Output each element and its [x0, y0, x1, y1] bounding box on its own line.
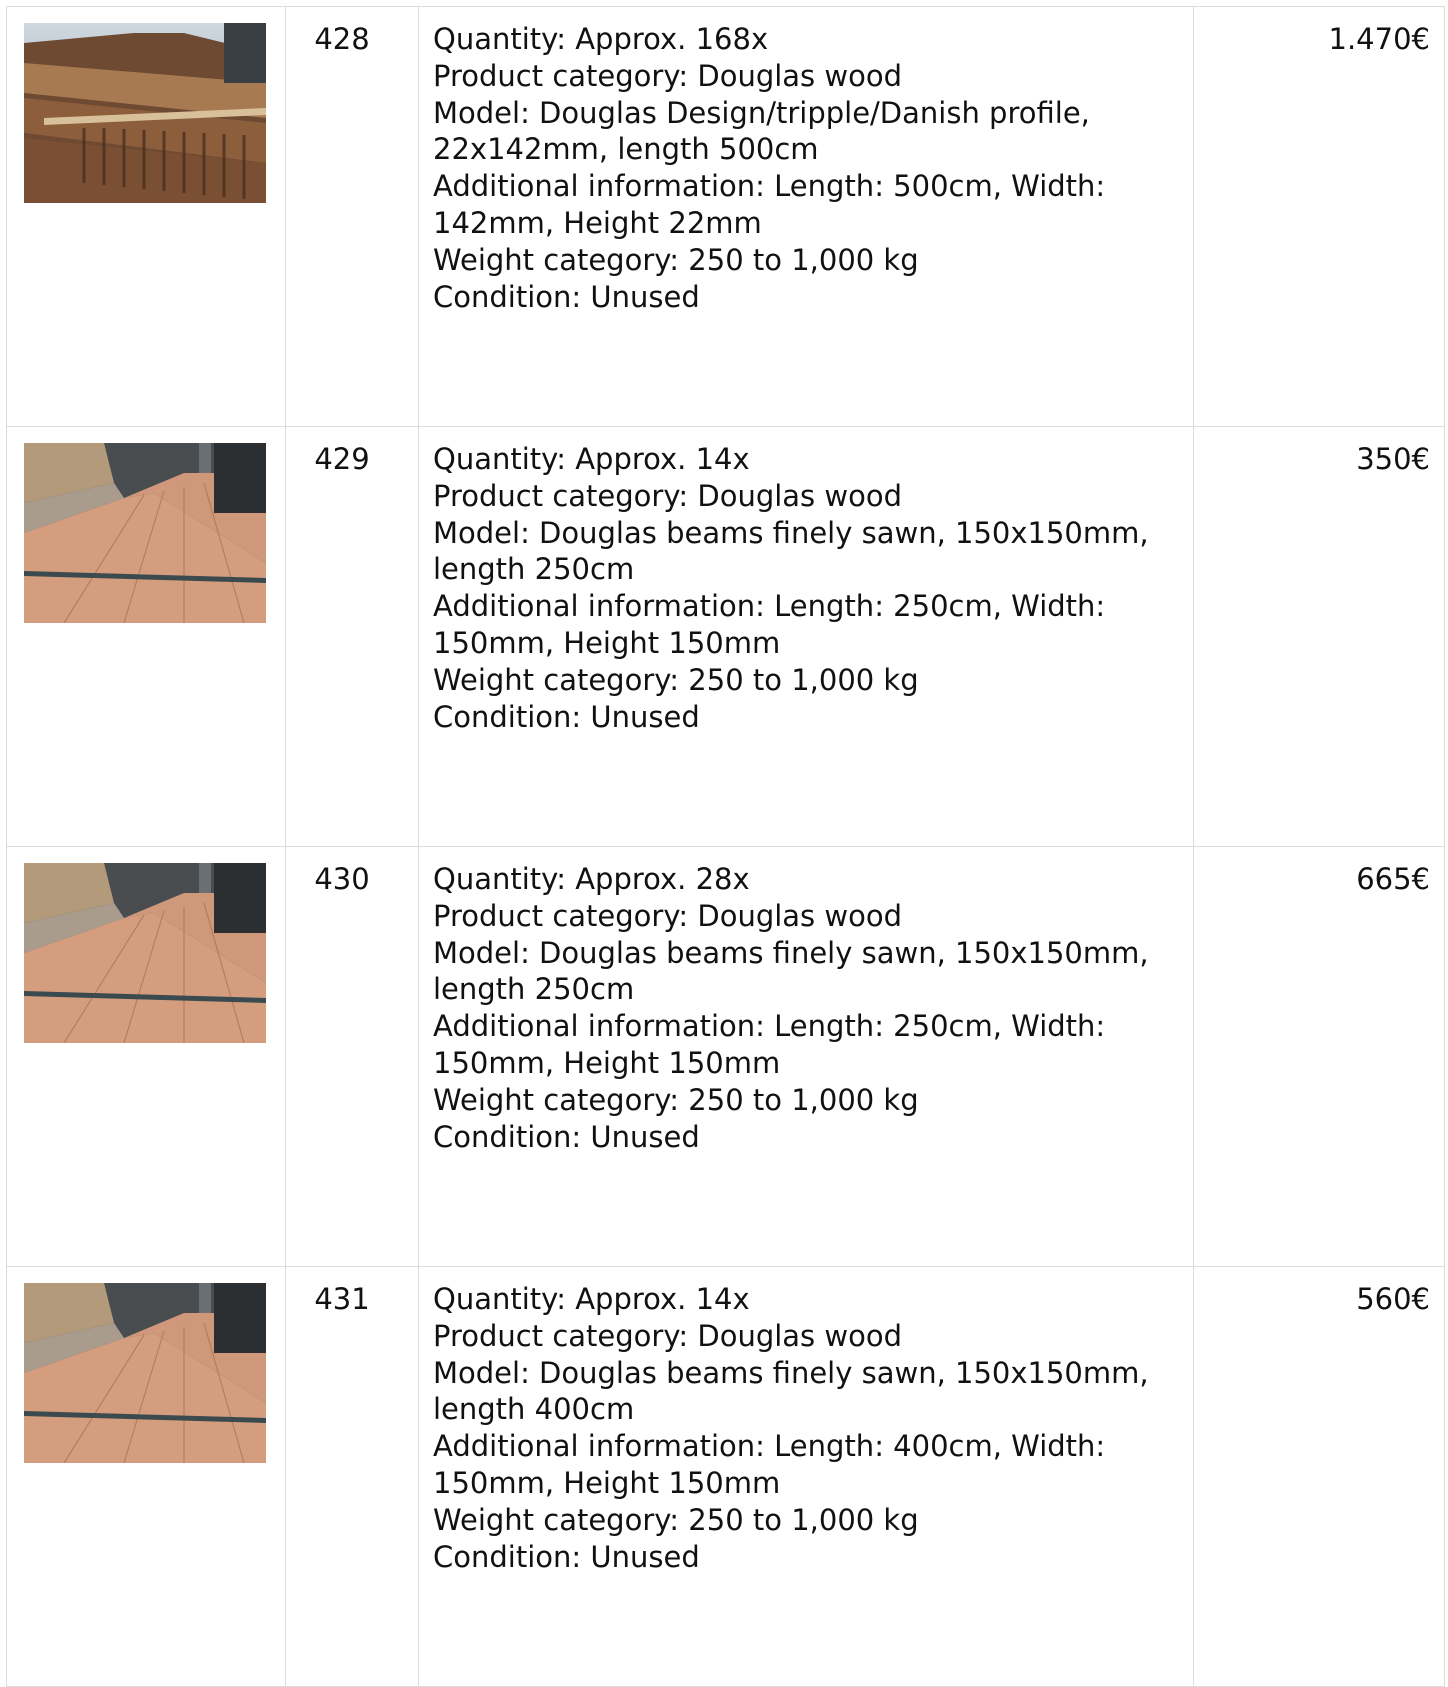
description-cell — [419, 7, 1194, 427]
lot-number-cell — [286, 847, 419, 1267]
additional-info-text: Additional information: Length: 250cm, Width: 150mm, Height 150mm — [433, 589, 1106, 660]
lot-number: 430 — [314, 862, 370, 896]
description-cell — [419, 427, 1194, 847]
weight-text: Weight category: 250 to 1,000 kg — [433, 242, 919, 277]
price-cell — [1194, 427, 1445, 847]
lots-table — [6, 6, 1445, 1687]
lot-description — [419, 1267, 1193, 1575]
price-cell — [1194, 847, 1445, 1267]
lot-price: 1.470€ — [1328, 22, 1430, 56]
lot-price: 350€ — [1356, 442, 1430, 476]
category-text: Product category: Douglas wood — [433, 1318, 902, 1353]
wood-beams-image — [24, 863, 266, 1043]
category-text: Product category: Douglas wood — [433, 898, 902, 933]
price-cell — [1194, 1267, 1445, 1687]
quantity-text: Quantity: Approx. 14x — [433, 1282, 750, 1316]
category-text: Product category: Douglas wood — [433, 478, 902, 513]
price-cell — [1194, 7, 1445, 427]
lot-thumbnail[interactable] — [24, 443, 266, 623]
category-text: Product category: Douglas wood — [433, 58, 902, 93]
condition-text: Condition: Unused — [433, 1119, 700, 1154]
model-text: Model: Douglas Design/tripple/Danish profile, 22x142mm, length 500cm — [433, 95, 1090, 167]
quantity-text: Quantity: Approx. 28x — [433, 862, 750, 896]
lot-thumbnail[interactable] — [24, 1283, 266, 1463]
image-cell — [7, 847, 286, 1267]
quantity-text: Quantity: Approx. 14x — [433, 442, 750, 476]
wood-profile-boards-image — [24, 23, 266, 203]
model-text: Model: Douglas beams finely sawn, 150x150mm, length 250cm — [433, 515, 1149, 587]
lot-number: 431 — [314, 1282, 370, 1316]
condition-text: Condition: Unused — [433, 1539, 700, 1574]
wood-beams-image — [24, 1283, 266, 1463]
description-cell — [419, 847, 1194, 1267]
quantity-text: Quantity: Approx. 168x — [433, 22, 769, 56]
condition-text: Condition: Unused — [433, 279, 700, 314]
lot-number-cell — [286, 7, 419, 427]
description-cell — [419, 1267, 1194, 1687]
lot-description — [419, 7, 1193, 315]
lot-number-cell — [286, 427, 419, 847]
model-text: Model: Douglas beams finely sawn, 150x150mm, length 400cm — [433, 1355, 1149, 1427]
lot-number: 428 — [314, 22, 370, 56]
lot-number: 429 — [314, 442, 370, 476]
image-cell — [7, 427, 286, 847]
wood-beams-image — [24, 443, 266, 623]
lot-description — [419, 427, 1193, 735]
weight-text: Weight category: 250 to 1,000 kg — [433, 1082, 919, 1117]
lot-price: 560€ — [1356, 1282, 1430, 1316]
model-text: Model: Douglas beams finely sawn, 150x150mm, length 250cm — [433, 935, 1149, 1007]
image-cell — [7, 1267, 286, 1687]
additional-info-text: Additional information: Length: 400cm, Width: 150mm, Height 150mm — [433, 1429, 1106, 1500]
table-row — [7, 847, 1445, 1267]
weight-text: Weight category: 250 to 1,000 kg — [433, 662, 919, 697]
additional-info-text: Additional information: Length: 250cm, Width: 150mm, Height 150mm — [433, 1009, 1106, 1080]
condition-text: Condition: Unused — [433, 699, 700, 734]
additional-info-text: Additional information: Length: 500cm, Width: 142mm, Height 22mm — [433, 169, 1106, 240]
table-row — [7, 7, 1445, 427]
lot-thumbnail[interactable] — [24, 23, 266, 203]
lot-price: 665€ — [1356, 862, 1430, 896]
lot-number-cell — [286, 1267, 419, 1687]
table-row — [7, 1267, 1445, 1687]
weight-text: Weight category: 250 to 1,000 kg — [433, 1502, 919, 1537]
lot-description — [419, 847, 1193, 1155]
table-row — [7, 427, 1445, 847]
image-cell — [7, 7, 286, 427]
lot-thumbnail[interactable] — [24, 863, 266, 1043]
